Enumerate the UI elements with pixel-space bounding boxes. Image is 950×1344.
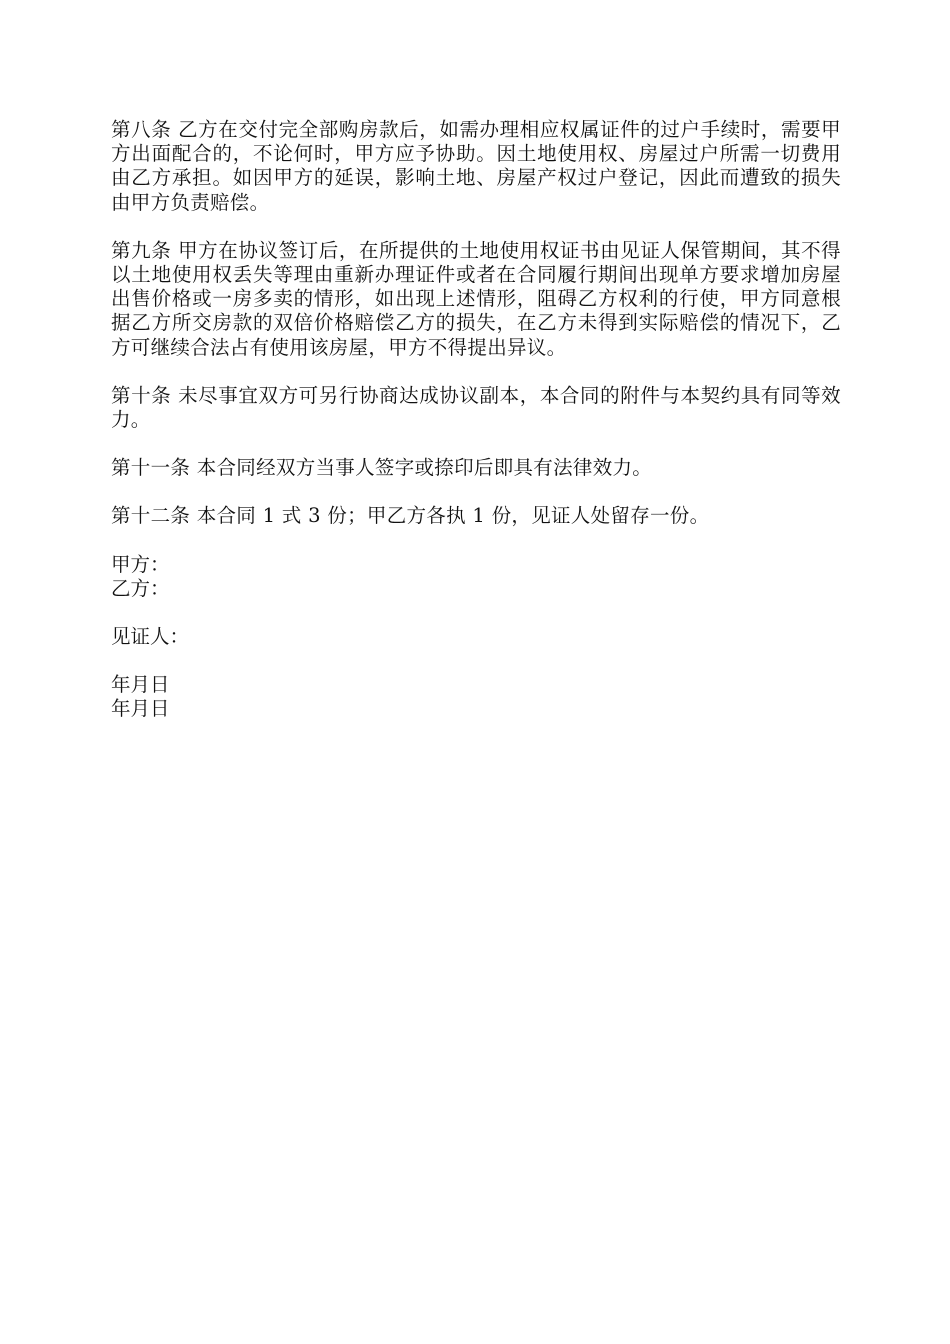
article-12: 第十二条 本合同 1 式 3 份；甲乙方各执 1 份，见证人处留存一份。: [111, 504, 710, 528]
article-11: 第十一条 本合同经双方当事人签字或捺印后即具有法律效力。: [111, 456, 653, 480]
article-9: 第九条 甲方在协议签订后，在所提供的土地使用权证书由见证人保管期间，其不得以土地使用权丢失等理由重新办理证件或者在合同履行期间出现单方要求增加房屋出售价格或一房多卖的情形，如出现上述情形，阻碍乙方权利的行使，甲方同意根据乙方所交房款的双倍价格赔偿乙方的损失，在乙方未得到实际赔偿的情况下，乙方可继续合法占有使用该房屋，甲方不得提出异议。: [111, 238, 841, 359]
date-line-2: 年月日: [111, 697, 170, 721]
party-b-label: 乙方：: [111, 576, 170, 600]
party-a-label: 甲方：: [111, 552, 170, 576]
signature-block: [111, 553, 841, 722]
article-8: 第八条 乙方在交付完全部购房款后，如需办理相应权属证件的过户手续时，需要甲方出面配合的，不论何时，甲方应予协助。因土地使用权、房屋过户所需一切费用由乙方承担。如因甲方的延误，影响土地、房屋产权过户登记，因此而遭致的损失由甲方负责赔偿。: [111, 118, 841, 214]
date-line-1: 年月日: [111, 673, 170, 697]
article-10: 第十条 未尽事宜双方可另行协商达成协议副本，本合同的附件与本契约具有同等效力。: [111, 383, 841, 432]
contract-page: [111, 118, 841, 722]
spacer: [111, 649, 841, 673]
spacer: [111, 601, 841, 625]
witness-label: 见证人：: [111, 625, 190, 649]
